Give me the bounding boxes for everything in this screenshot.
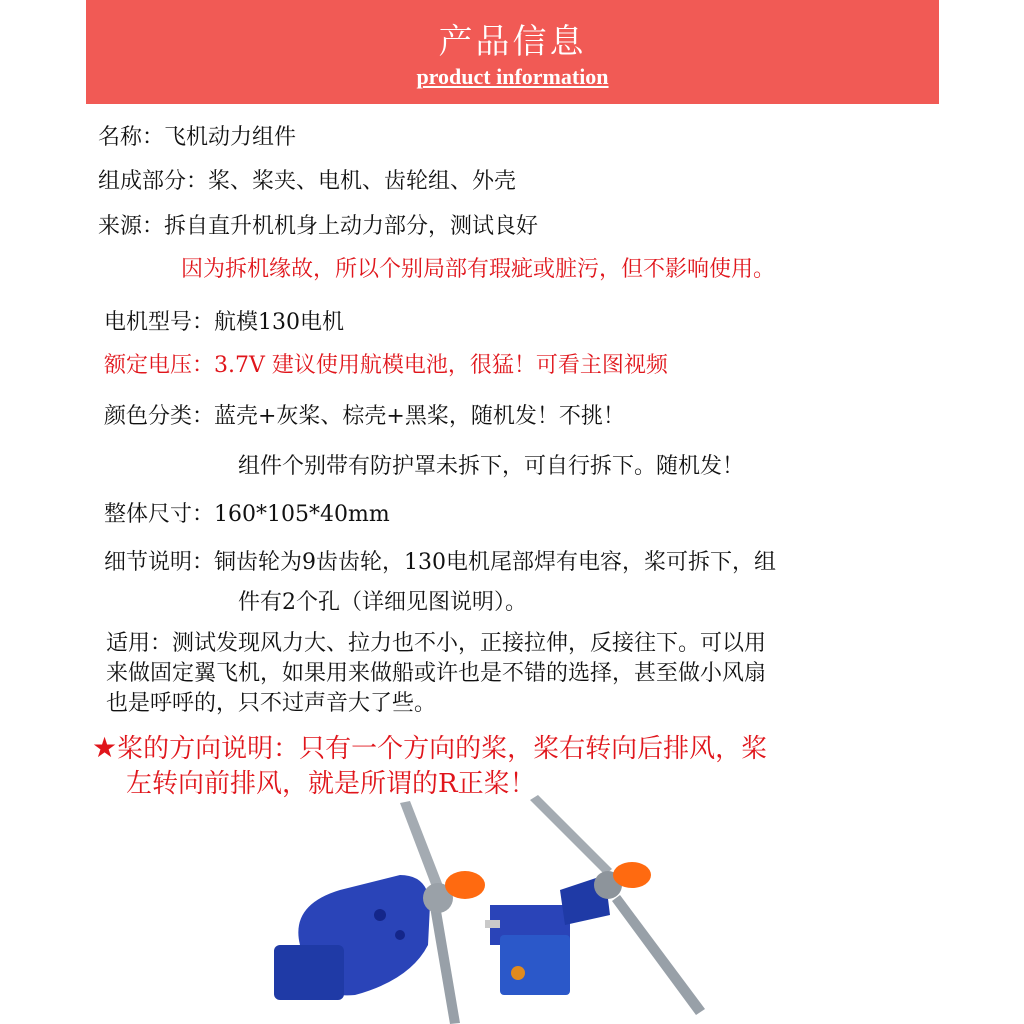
propeller-direction-line-1 [92,731,767,766]
usage-line-3: 也是呼呼的，只不过声音大了些。 [106,691,437,716]
header-subtitle: product information [416,64,609,89]
propeller-direction-line-2: 左转向前排风，就是所谓的R正桨！ [126,769,536,799]
color-options: 颜色分类：蓝壳+灰桨、棕壳+黑桨，随机发！不挑！ [104,404,625,429]
usage-line-1: 适用：测试发现风力大、拉力也不小，正接拉伸，反接往下。可以用 [106,631,767,656]
product-photo [260,795,760,1024]
usage-line-2: 来做固定翼飞机，如果用来做船或许也是不错的选择，甚至做小风扇 [106,661,767,686]
overall-size: 整体尺寸：160*105*40mm [104,502,390,527]
rated-voltage: 额定电压：3.7V 建议使用航模电池，很猛！可看主图视频 [104,353,668,378]
left-motor-housing [274,875,430,1000]
product-composition: 组成部分：桨、桨夹、电机、齿轮组、外壳 [98,169,517,194]
product-name: 名称：飞机动力组件 [98,125,297,150]
color-note: 组件个别带有防护罩未拆下，可自行拆下。随机发！ [238,454,745,479]
header-banner [86,0,939,104]
propeller-direction-text-1: 桨的方向说明：只有一个方向的桨，桨右转向后排风，桨 [117,734,768,764]
details-line-1: 细节说明：铜齿轮为9齿齿轮，130电机尾部焊有电容，桨可拆下，组 [104,550,776,575]
motor-model: 电机型号：航模130电机 [104,310,344,335]
product-source: 来源：拆自直升机机身上动力部分，测试良好 [98,214,539,239]
header-title: 产品信息 [438,22,587,62]
details-line-2: 件有2个孔（详细见图说明）。 [238,590,527,615]
source-note: 因为拆机缘故，所以个别局部有瑕疵或脏污，但不影响使用。 [181,257,776,282]
star-icon: ★ [92,731,118,764]
right-gearbox [485,875,610,995]
